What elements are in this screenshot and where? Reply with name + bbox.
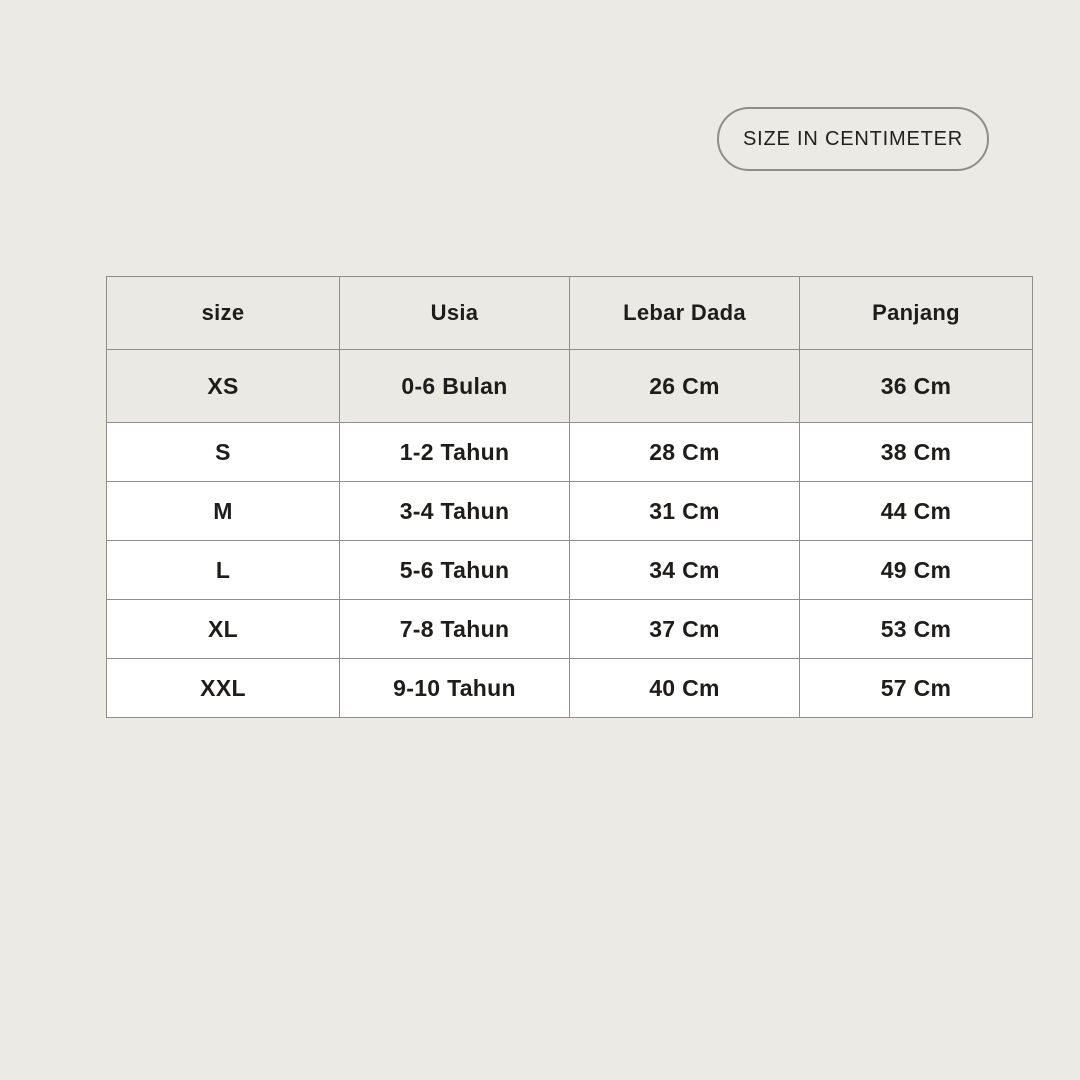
cell-panjang: 53 Cm — [800, 600, 1033, 659]
table-row-s — [107, 423, 1033, 482]
column-header-usia: Usia — [340, 277, 570, 350]
table-row-xl — [107, 600, 1033, 659]
table-body — [107, 350, 1033, 718]
table-row-xs — [107, 350, 1033, 423]
cell-usia: 1-2 Tahun — [340, 423, 570, 482]
cell-usia: 3-4 Tahun — [340, 482, 570, 541]
column-header-size: size — [107, 277, 340, 350]
cell-lebar-dada: 37 Cm — [570, 600, 800, 659]
cell-panjang: 57 Cm — [800, 659, 1033, 718]
cell-usia: 0-6 Bulan — [340, 350, 570, 423]
size-chart-table — [106, 276, 1033, 718]
cell-usia: 5-6 Tahun — [340, 541, 570, 600]
cell-usia: 7-8 Tahun — [340, 600, 570, 659]
cell-size: XXL — [107, 659, 340, 718]
cell-usia: 9-10 Tahun — [340, 659, 570, 718]
header-row — [107, 277, 1033, 350]
size-unit-badge-label: SIZE IN CENTIMETER — [743, 127, 963, 150]
cell-lebar-dada: 26 Cm — [570, 350, 800, 423]
cell-panjang: 49 Cm — [800, 541, 1033, 600]
cell-panjang: 36 Cm — [800, 350, 1033, 423]
cell-lebar-dada: 40 Cm — [570, 659, 800, 718]
cell-lebar-dada: 34 Cm — [570, 541, 800, 600]
table-row-l — [107, 541, 1033, 600]
cell-size: XS — [107, 350, 340, 423]
table-row-xxl — [107, 659, 1033, 718]
table-row-m — [107, 482, 1033, 541]
cell-size: L — [107, 541, 340, 600]
cell-size: S — [107, 423, 340, 482]
table-header — [107, 277, 1033, 350]
cell-size: XL — [107, 600, 340, 659]
size-unit-badge — [717, 107, 989, 171]
column-header-panjang: Panjang — [800, 277, 1033, 350]
cell-panjang: 44 Cm — [800, 482, 1033, 541]
column-header-lebar-dada: Lebar Dada — [570, 277, 800, 350]
cell-panjang: 38 Cm — [800, 423, 1033, 482]
cell-lebar-dada: 28 Cm — [570, 423, 800, 482]
cell-size: M — [107, 482, 340, 541]
cell-lebar-dada: 31 Cm — [570, 482, 800, 541]
